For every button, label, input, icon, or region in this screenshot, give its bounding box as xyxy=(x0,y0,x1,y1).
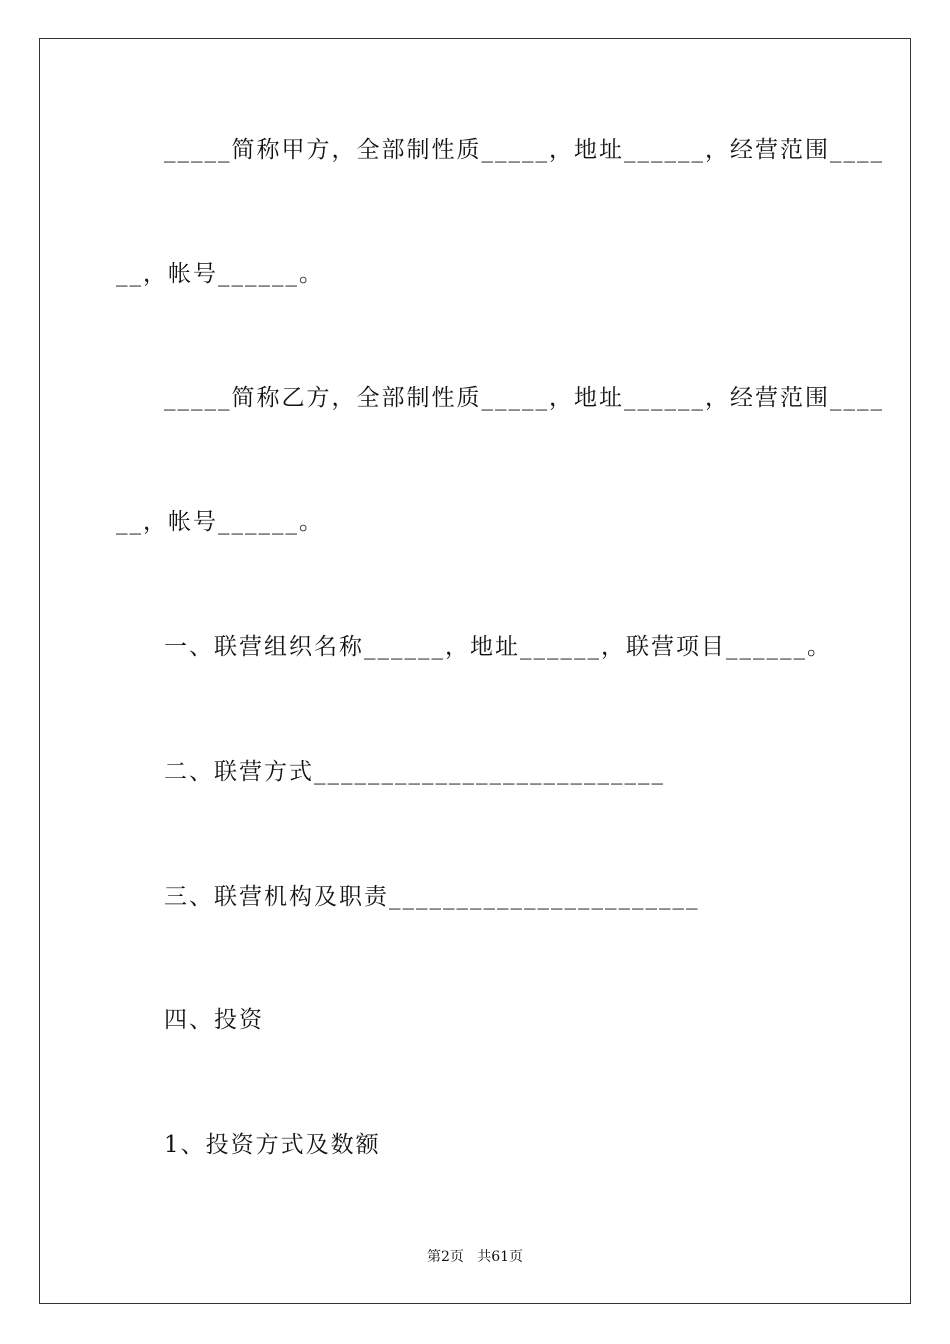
party-a-line-2: __，帐号______。 xyxy=(116,261,324,287)
page-border xyxy=(39,38,911,1304)
page-number: 第2页 共61页 xyxy=(426,1249,524,1265)
party-b-line-1: _____简称乙方，全部制性质_____，地址______，经营范围____ xyxy=(164,385,884,411)
clause-4-1: 1、投资方式及数额 xyxy=(164,1132,381,1158)
clause-1: 一、联营组织名称______，地址______，联营项目______。 xyxy=(164,634,832,660)
clause-2: 二、联营方式__________________________ xyxy=(164,759,665,785)
party-a-line-1: _____简称甲方，全部制性质_____，地址______，经营范围____ xyxy=(164,137,884,163)
clause-3: 三、联营机构及职责_______________________ xyxy=(164,884,700,910)
clause-4: 四、投资 xyxy=(164,1007,264,1033)
party-b-line-2: __，帐号______。 xyxy=(116,509,324,535)
